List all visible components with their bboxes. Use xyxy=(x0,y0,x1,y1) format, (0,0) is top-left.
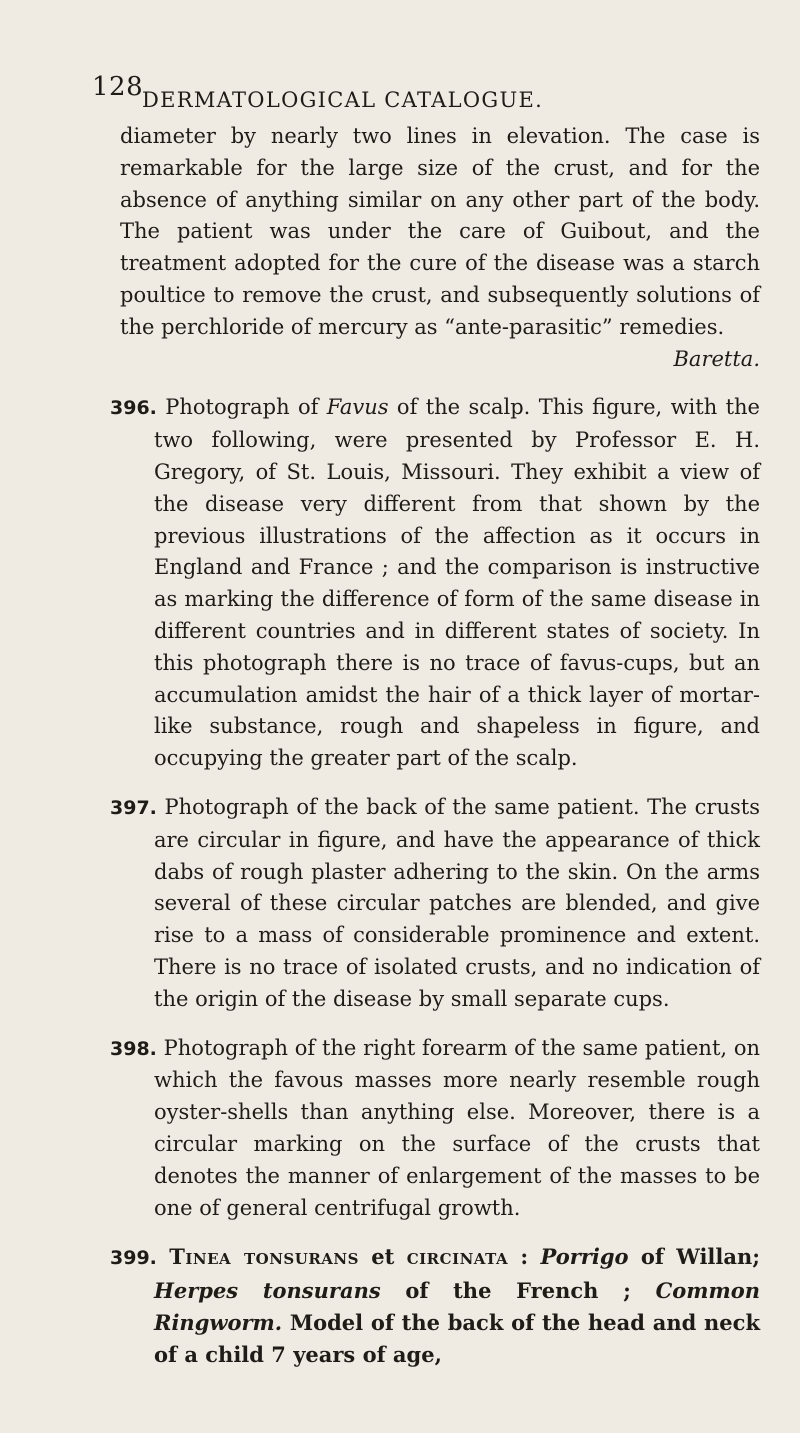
entry-title: circinata xyxy=(406,1244,509,1270)
entry-text: of the scalp. This figure, with the two following, were presented by Professor E. H. Gregory, of St. Louis, Missouri. They exhibit a view of the disease very different from that shown by the previous illustrations of the affection as it occurs in England and France ; and the comparison is instructive as marking the difference of form of the same disease in different countries and in different states of society. In this photograph there is no trace of favus-cups, but an accumulation amidst the hair of a thick layer of mortar-like substance, rough and shapeless in figure, and occupying the greater part of the scalp. xyxy=(154,395,760,771)
entry-synonym: Porrigo xyxy=(540,1244,629,1270)
entry-synonym-author: of Willan; xyxy=(628,1244,760,1270)
entry-title-conjunction: et xyxy=(358,1244,407,1270)
entry-text: Model of the back of the head and neck of a child 7 years of age, xyxy=(154,1309,760,1367)
entry-text: Photograph of xyxy=(165,395,327,420)
catalogue-entry-397 xyxy=(110,792,760,1016)
entry-title-colon: : xyxy=(508,1244,541,1270)
entry-synonym-suffix: of the French ; xyxy=(380,1278,656,1304)
entry-number: 396. xyxy=(110,397,157,420)
entry-number: 398. xyxy=(110,1037,157,1060)
author-signature: Baretta. xyxy=(673,346,760,371)
body-text xyxy=(110,121,761,1370)
entry-synonym: Common Ringworm. xyxy=(154,1278,761,1335)
entry-text: Photograph of the right forearm of the same patient, on which the favous masses more nearly resemble rough oyster-shells than anything else. Moreover, there is a circular marking on the surface of the crusts that denotes the manner of enlargement of the masses to be one of general centrifugal growth. xyxy=(154,1035,760,1220)
catalogue-entry-398 xyxy=(110,1033,760,1225)
catalogue-entry-399 xyxy=(110,1241,761,1370)
running-head: DERMATOLOGICAL CATALOGUE. xyxy=(142,88,544,112)
catalogue-entry-396 xyxy=(110,392,760,775)
continuation-paragraph: diameter by nearly two lines in elevation. The case is remarkable for the large size of the crust, and for the absence of anything similar on any other part of the body. The patient was under the care of Guibout, and the treatment adopted for the cure of the disease was a starch poultice to remove the crust, and subsequently solutions of the perchloride of mercury as “ante-parasitic” remedies. xyxy=(120,124,760,339)
entry-title: Tinea tonsurans xyxy=(169,1244,359,1270)
entry-number: 399. xyxy=(110,1247,157,1270)
entry-italic-term: Favus xyxy=(326,395,389,420)
entry-synonym: Herpes tonsurans xyxy=(154,1278,381,1304)
page-number: 128 xyxy=(92,72,144,102)
entry-text: Photograph of the back of the same patient. The crusts are circular in figure, and have the appearance of thick dabs of rough plaster adhering to the skin. On the arms several of these circular patches are blended, and give rise to a mass of considerable prominence and extent. There is no trace of isolated crusts, and no indication of the origin of the disease by small separate cups. xyxy=(154,794,760,1011)
entry-number: 397. xyxy=(110,796,157,819)
